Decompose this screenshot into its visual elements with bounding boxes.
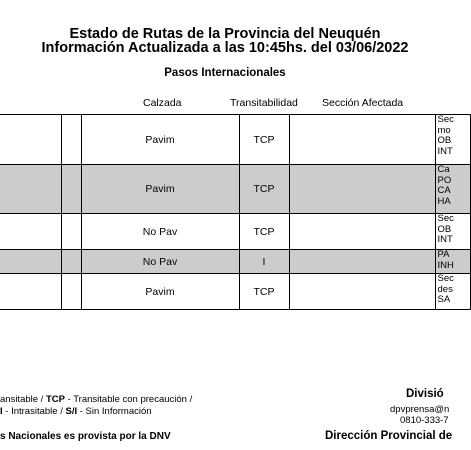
seccion-line: HA [437,195,451,207]
calzada-cell: No Pav [81,214,239,250]
table-cell [61,214,81,250]
table-row [0,214,470,250]
legend-line-2 [0,406,152,418]
seccion-cell [435,115,470,165]
column-header-calzada: Calzada [143,97,182,109]
table-row [0,250,470,274]
seccion-line: INH [437,259,454,271]
seccion-cell [435,214,470,250]
seccion-line: Sec [437,273,454,284]
transitabilidad-cell: TCP [239,274,289,310]
legend-line-1 [0,394,192,406]
table-cell [61,274,81,310]
table-cell [0,274,61,310]
seccion-line: OB [437,223,452,235]
seccion-line: OB [437,135,452,146]
seccion-line: CA [437,185,451,196]
table-cell [0,165,61,214]
seccion-line: PA [437,249,450,260]
seccion-line: des [437,283,453,295]
table-cell [289,274,435,310]
column-header-transitabilidad: Transitabilidad [230,97,298,109]
table-cell [0,214,61,250]
calzada-cell: Pavim [81,165,239,214]
page-title: Estado de Rutas de la Provincia del Neuquén [69,26,381,42]
legend-code-tcp: TCP [45,394,65,405]
seccion-line: Ca [437,164,450,175]
table-row [0,165,470,214]
contact-email: dpvprensa@n [390,404,450,415]
transitabilidad-cell: TCP [239,214,289,250]
legend-text: - Intrasitable / [2,406,66,417]
table-cell [61,250,81,274]
table-cell [289,115,435,165]
table-row [0,115,470,165]
table-cell [61,165,81,214]
dpv-name: Dirección Provincial de [325,430,453,442]
table-row [0,274,470,310]
column-header-seccion: Sección Afectada [322,97,404,109]
legend-text: - Sin Información [77,406,152,417]
division-title: Divisió [406,388,444,400]
table-cell [61,115,81,165]
table-cell [289,250,435,274]
seccion-line: Sec [437,114,454,125]
table-cell [0,250,61,274]
calzada-cell: Pavim [81,115,239,165]
calzada-cell: Pavim [81,274,239,310]
contact-phone: 0810-333-7 [400,415,449,426]
legend-code-si: S/I [65,406,78,417]
transitabilidad-cell: TCP [239,115,289,165]
seccion-line: PO [437,174,452,186]
calzada-cell: No Pav [81,250,239,274]
seccion-cell [435,165,470,214]
transitabilidad-cell: I [239,250,289,274]
seccion-line: SA [437,294,451,305]
table-cell [289,214,435,250]
table-cell [289,165,435,214]
seccion-line: INT [437,145,453,157]
routes-table [0,114,471,310]
table-cell [0,115,61,165]
page-subtitle: Información Actualizada a las 10:45hs. del 03/06/2022 [41,40,409,56]
seccion-line: Sec [437,213,454,224]
seccion-cell [435,250,470,274]
legend-text: - Transitable con precaución / [64,394,193,405]
legend-text: ansitable / [0,394,46,405]
dnv-note: s Nacionales es provista por la DNV [0,431,171,442]
legend-code-i: I [0,406,3,417]
transitabilidad-cell: TCP [239,165,289,214]
seccion-cell [435,274,470,310]
seccion-line: mo [437,124,451,136]
section-title: Pasos Internacionales [164,67,286,79]
seccion-line: INT [437,234,453,245]
